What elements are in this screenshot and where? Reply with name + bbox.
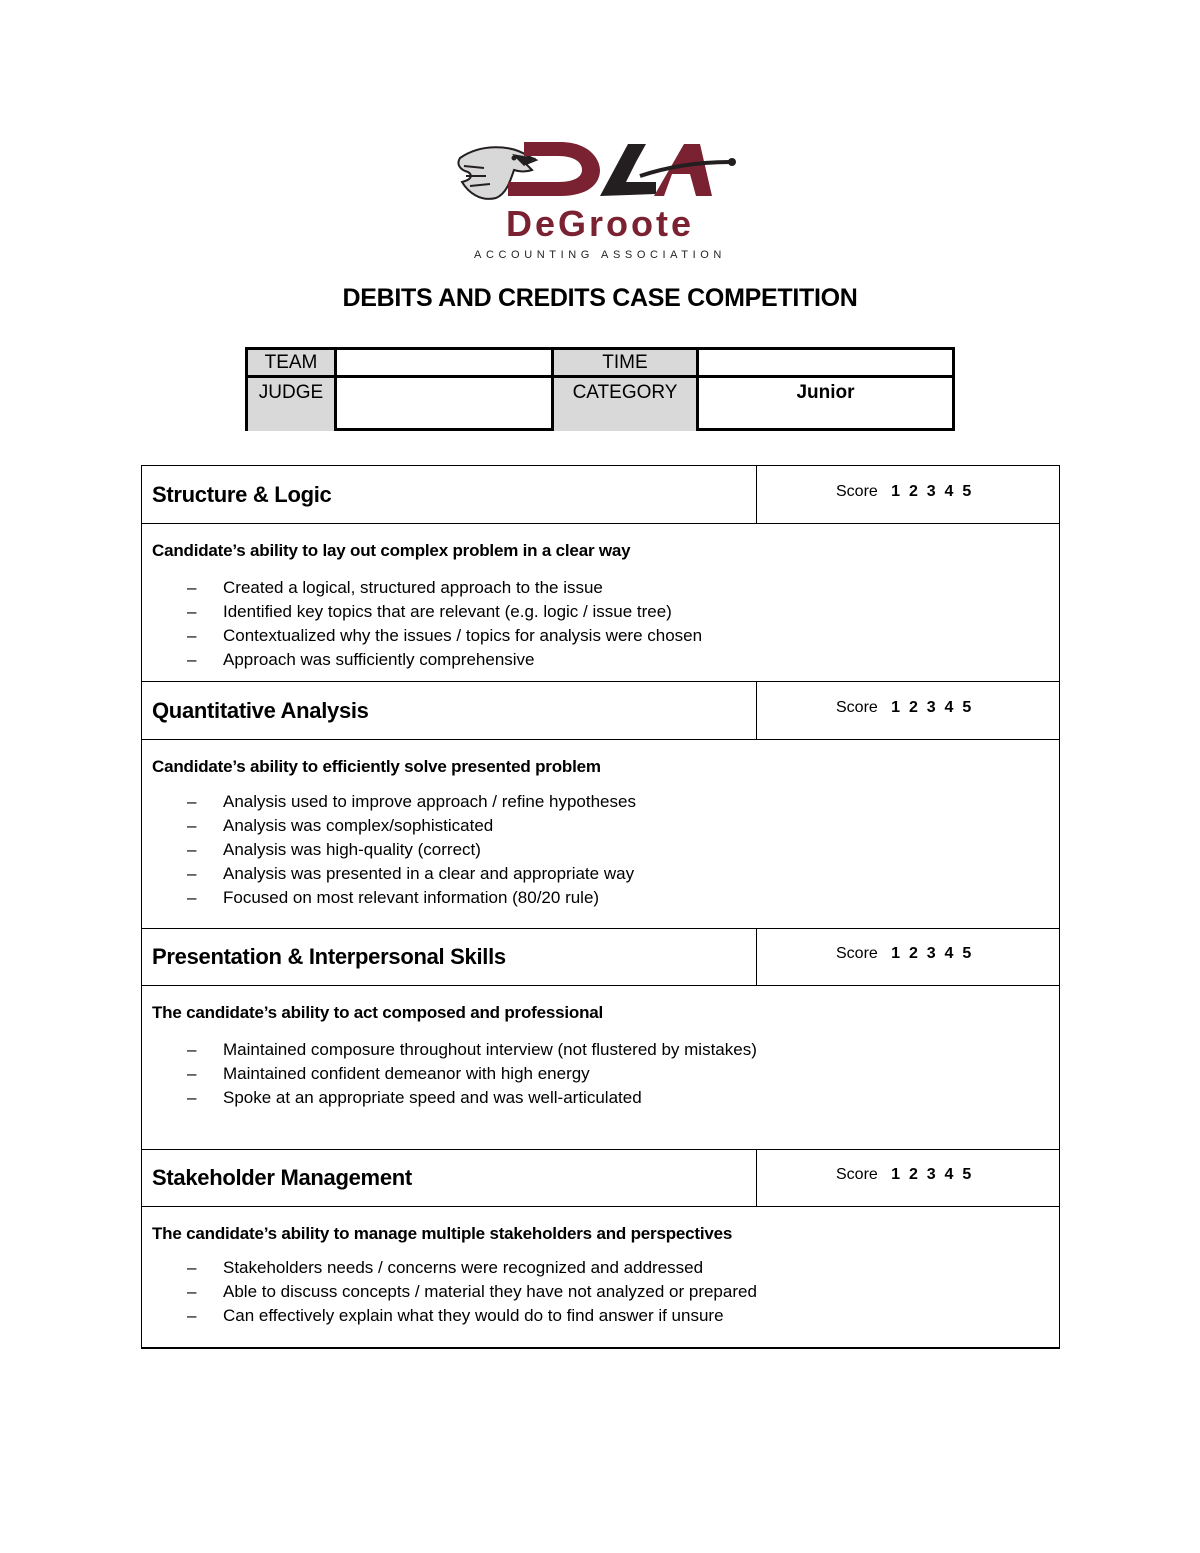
section-title: Quantitative Analysis [152,698,369,723]
rubric-section-stakeholder [142,1149,1059,1348]
daa-logo [450,136,750,264]
score-selector[interactable] [756,682,1059,739]
score-option-3[interactable]: 3 [926,699,936,716]
rubric-section-structure [142,466,1059,682]
score-option-1[interactable]: 1 [891,699,901,716]
score-selector[interactable] [756,1149,1059,1206]
list-item: – Can effectively explain what they would do to find answer if unsure [187,1306,724,1325]
score-option-5[interactable]: 5 [962,945,972,962]
section-title: Structure & Logic [152,482,332,507]
section-description: The candidate’s ability to manage multiple stakeholders and perspectives [152,1224,733,1243]
score-option-5[interactable]: 5 [962,483,972,500]
section-description: The candidate’s ability to act composed and professional [152,1003,604,1022]
list-item: – Analysis was high-quality (correct) [187,840,481,859]
list-item: – Identified key topics that are relevant (e.g. logic / issue tree) [187,602,672,621]
score-option-3[interactable]: 3 [926,1166,936,1183]
rubric-section-quantitative [142,682,1059,928]
list-item: – Able to discuss concepts / material they have not analyzed or prepared [187,1282,757,1301]
list-item: – Focused on most relevant information (80/20 rule) [187,888,600,907]
list-item: – Created a logical, structured approach to the issue [187,578,603,597]
section-description: Candidate’s ability to efficiently solve presented problem [152,757,601,776]
list-item: – Spoke at an appropriate speed and was well-articulated [187,1088,642,1107]
score-label: Score [836,1166,878,1183]
section-title: Stakeholder Management [152,1165,412,1190]
info-table [245,347,955,431]
logo-name: DeGroote [505,203,695,244]
judge-label: JUDGE [248,378,334,431]
score-label: Score [836,699,878,716]
list-item: – Maintained confident demeanor with high energy [187,1064,590,1083]
score-option-2[interactable]: 2 [908,945,918,962]
score-option-5[interactable]: 5 [962,699,972,716]
team-label: TEAM [248,350,334,375]
score-label: Score [836,945,878,962]
list-item: – Analysis was presented in a clear and appropriate way [187,864,635,883]
list-item: – Analysis was complex/sophisticated [187,816,494,835]
score-option-4[interactable]: 4 [944,699,954,716]
list-item: – Analysis used to improve approach / refine hypotheses [187,792,636,811]
score-option-4[interactable]: 4 [944,945,954,962]
score-option-1[interactable]: 1 [891,1166,901,1183]
score-option-1[interactable]: 1 [891,945,901,962]
score-label: Score [836,483,878,500]
score-option-2[interactable]: 2 [908,483,918,500]
rubric-section-presentation [142,928,1059,1149]
judge-field[interactable] [337,378,551,431]
score-selector[interactable] [756,466,1059,523]
list-item: – Contextualized why the issues / topics for analysis were chosen [187,626,703,645]
category-label: CATEGORY [554,378,696,431]
score-selector[interactable] [756,928,1059,985]
score-option-3[interactable]: 3 [926,945,936,962]
score-option-4[interactable]: 4 [944,483,954,500]
score-option-3[interactable]: 3 [926,483,936,500]
score-option-2[interactable]: 2 [908,699,918,716]
score-option-1[interactable]: 1 [891,483,901,500]
logo-subtitle: ACCOUNTING ASSOCIATION [474,249,726,261]
time-field[interactable] [699,350,952,375]
score-option-4[interactable]: 4 [944,1166,954,1183]
section-title: Presentation & Interpersonal Skills [152,944,506,969]
team-field[interactable] [337,350,551,375]
category-value: Junior [796,382,855,403]
page-title: DEBITS AND CREDITS CASE COMPETITION [342,284,858,312]
list-item: – Maintained composure throughout interview (not flustered by mistakes) [187,1040,757,1059]
score-option-5[interactable]: 5 [962,1166,972,1183]
list-item: – Stakeholders needs / concerns were recognized and addressed [187,1258,704,1277]
score-option-2[interactable]: 2 [908,1166,918,1183]
time-label: TIME [554,350,696,375]
section-description: Candidate’s ability to lay out complex problem in a clear way [152,541,631,560]
list-item: – Approach was sufficiently comprehensive [187,650,535,669]
rubric-table [141,465,1060,1349]
